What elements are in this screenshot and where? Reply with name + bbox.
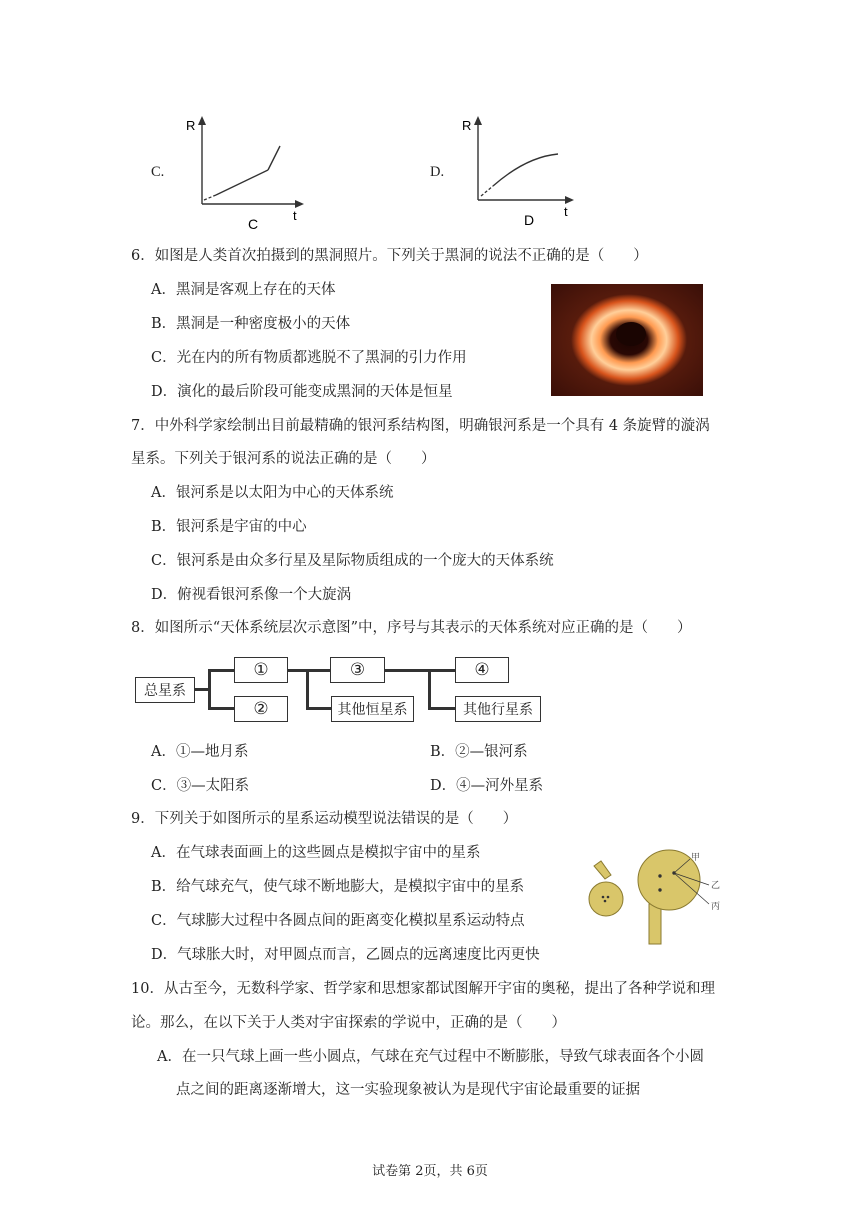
graph-c (180, 112, 310, 232)
node-1: ① (234, 657, 288, 683)
graph-d (456, 112, 586, 232)
black-hole-image (551, 284, 703, 396)
q7-option-a: A．银河系是以太阳为中心的天体系统 (151, 485, 394, 501)
graph-c-y-label: R (186, 118, 196, 133)
q6-option-a: A．黑洞是客观上存在的天体 (151, 282, 336, 298)
q7-option-b: B．银河系是宇宙的中心 (151, 519, 307, 535)
small-balloon (589, 861, 623, 916)
q8-stem: 8．如图所示“天体系统层次示意图”中，序号与其表示的天体系统对应正确的是（ ） (131, 620, 692, 636)
q10-stem-line2: 论。那么，在以下关于人类对宇宙探索的学说中，正确的是（ ） (131, 1015, 566, 1031)
node-4: ④ (455, 657, 509, 683)
node-3: ③ (330, 657, 385, 683)
q10-option-a-line2: 点之间的距离逐渐增大，这一实验现象被认为是现代宇宙论最重要的证据 (176, 1082, 640, 1098)
node-2: ② (234, 696, 288, 722)
large-balloon (638, 850, 700, 944)
page-footer: 试卷第 2页，共 6页 (372, 1164, 488, 1179)
q7-stem-line1: 7．中外科学家绘制出目前最精确的银河系结构图，明确银河系是一个具有 4 条旋臂的漩涡 (131, 418, 710, 434)
graph-c-caption: C (248, 216, 259, 232)
graph-c-x-label: t (293, 208, 297, 223)
q10-option-a-line1: A．在一只气球上画一些小圆点，气球在充气过程中不断膨胀，导致气球表面各个小圆 (157, 1049, 704, 1065)
node-other-planets: 其他行星系 (455, 696, 541, 722)
q8-option-c: C．③—太阳系 (151, 778, 250, 794)
q6-stem: 6．如图是人类首次拍摄到的黑洞照片。下列关于黑洞的说法不正确的是（ ） (131, 248, 648, 264)
q9-stem: 9．下列关于如图所示的星系运动模型说法错误的是（ ） (131, 811, 518, 827)
q10-stem-line1: 10．从古至今，无数科学家、哲学家和思想家都试图解开宇宙的奥秘，提出了各种学说和理 (131, 981, 715, 997)
q9-option-c: C．气球膨大过程中各圆点间的距离变化模拟星系运动特点 (151, 913, 525, 929)
balloon-model-figure (585, 846, 735, 946)
node-other-stars: 其他恒星系 (331, 696, 414, 722)
q7-option-d: D．俯视看银河系像一个大旋涡 (151, 587, 352, 603)
q8-option-b: B．②—银河系 (430, 744, 528, 760)
q6-option-c: C．光在内的所有物质都逃脱不了黑洞的引力作用 (151, 350, 467, 366)
q9-option-b: B．给气球充气，使气球不断地膨大，是模拟宇宙中的星系 (151, 879, 525, 895)
graph-d-y-label: R (462, 118, 472, 133)
q6-option-d: D．演化的最后阶段可能变成黑洞的天体是恒星 (151, 384, 453, 400)
q7-stem-line2: 星系。下列关于银河系的说法正确的是（ ） (131, 451, 436, 467)
q7-option-c: C．银河系是由众多行星及星际物质组成的一个庞大的天体系统 (151, 553, 554, 569)
label-bing: 丙 (711, 901, 721, 911)
q9-option-d: D．气球胀大时，对甲圆点而言，乙圆点的远离速度比丙更快 (151, 947, 540, 963)
q8-option-a: A．①—地月系 (151, 744, 249, 760)
graph-c-letter: C. (151, 164, 165, 180)
graph-d-caption: D (524, 212, 535, 228)
node-root: 总星系 (135, 677, 195, 703)
label-yi: 乙 (711, 880, 721, 890)
q8-option-d: D．④—河外星系 (430, 778, 544, 794)
label-jia: 甲 (691, 852, 701, 862)
q9-option-a: A．在气球表面画上的这些圆点是模拟宇宙中的星系 (151, 845, 481, 861)
graph-d-letter: D. (430, 164, 445, 180)
q6-option-b: B．黑洞是一种密度极小的天体 (151, 316, 351, 332)
graph-d-x-label: t (564, 204, 568, 219)
